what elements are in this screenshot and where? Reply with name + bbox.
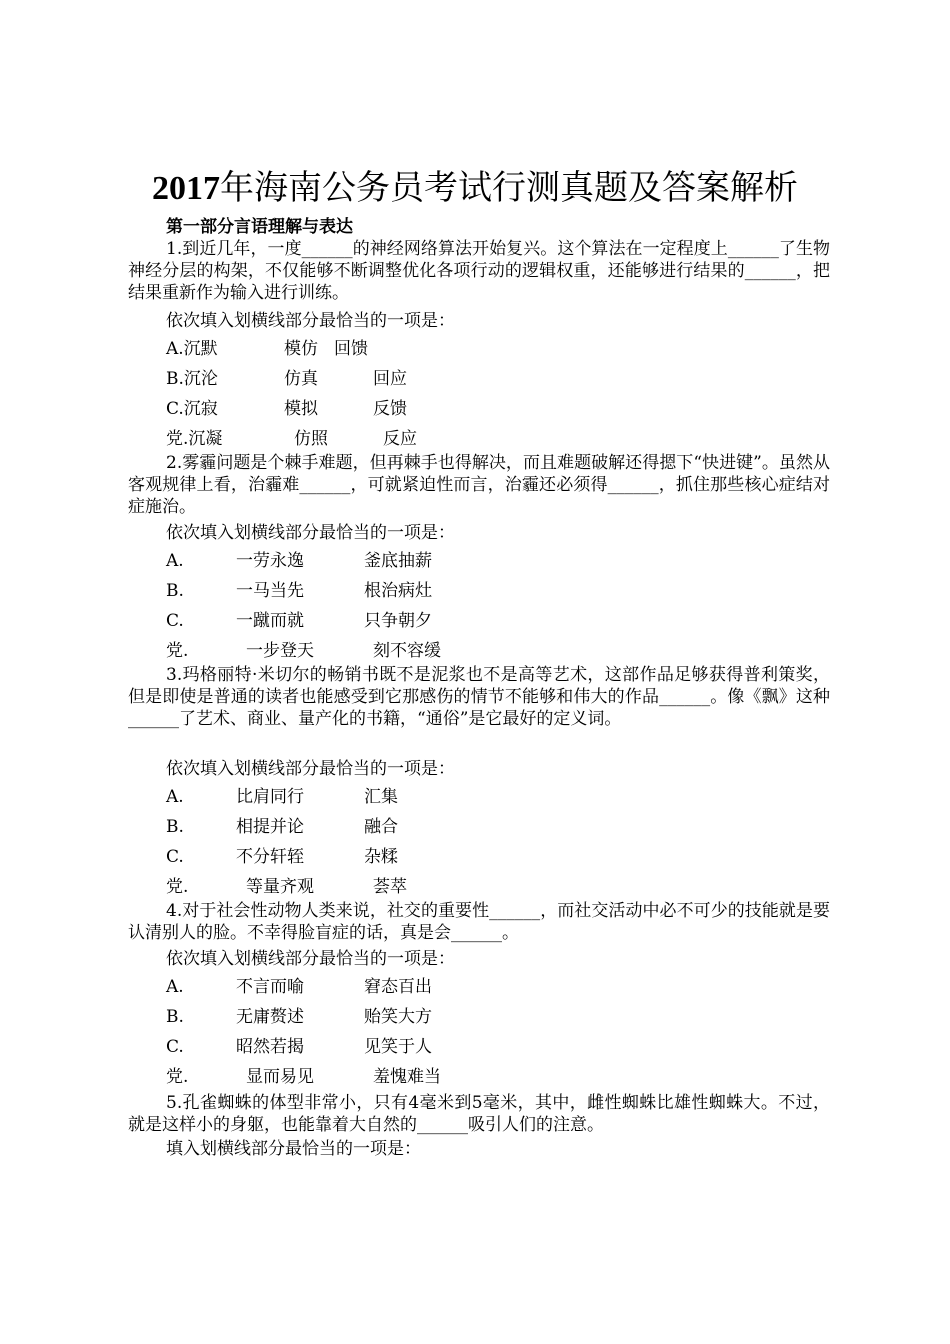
option-word-1: 比肩同行	[236, 787, 304, 807]
option-word-2: 反馈	[373, 399, 407, 419]
option-word-2: 刻不容缓	[373, 641, 441, 661]
option-word-1: 一劳永逸	[236, 551, 304, 571]
option-word-2: 釜底抽薪	[364, 551, 432, 571]
question-2-text	[128, 452, 830, 518]
option-word-1: 一步登天	[246, 641, 314, 661]
question-2-body: 2.雾霾问题是个棘手难题，但再棘手也得解决，而且难题破解还得摁下“快进键”。虽然从客观规律上看，治霾难______，可就紧迫性而言，治霾还必须得______，抓住那些核心症结对症施治。	[128, 453, 830, 517]
option-word-2: 羞愧难当	[373, 1067, 441, 1087]
option-label: 党.	[166, 641, 189, 661]
option-word-1: 一蹴而就	[236, 611, 304, 631]
option-label: 党.	[166, 1067, 189, 1087]
option-word-2: 窘态百出	[364, 977, 432, 997]
question-5-body: 5.孔雀蜘蛛的体型非常小，只有4毫米到5毫米，其中，雌性蜘蛛比雄性蜘蛛大。不过，就是这样小的身躯，也能靠着大自然的______吸引人们的注意。	[128, 1093, 830, 1135]
question-3-body: 3.玛格丽特·米切尔的畅销书既不是泥浆也不是高等艺术，这部作品足够获得普利策奖，但是即使是普通的读者也能感受到它那感伤的情节不能够和伟大的作品______。像《飘》这种______了艺术、商业、量产化的书籍，“通俗”是它最好的定义词。	[128, 665, 830, 729]
title-year: 2017	[152, 170, 220, 207]
question-2-prompt: 依次填入划横线部分最恰当的一项是：	[166, 523, 455, 543]
option-label: 党.沉凝	[166, 429, 223, 449]
document-title	[0, 166, 950, 211]
option-word-1: 显而易见	[246, 1067, 314, 1087]
option-word-1: 模拟	[284, 399, 318, 419]
question-1-prompt: 依次填入划横线部分最恰当的一项是：	[166, 311, 455, 331]
option-label: A.	[166, 551, 184, 571]
option-word-1: 模仿	[284, 339, 318, 359]
option-word-1: 仿照	[294, 429, 328, 449]
option-label: 党.	[166, 877, 189, 897]
option-label: C.	[166, 611, 184, 631]
option-label: A.	[166, 787, 184, 807]
question-3-prompt: 依次填入划横线部分最恰当的一项是：	[166, 759, 455, 779]
question-1-body: 1.到近几年，一度______的神经网络算法开始复兴。这个算法在一定程度上______了生物神经分层的构架，不仅能够不断调整优化各项行动的逻辑权重，还能够进行结果的______，把结果重新作为输入进行训练。	[128, 239, 830, 303]
option-word-2: 根治病灶	[364, 581, 432, 601]
option-word-1: 等量齐观	[246, 877, 314, 897]
question-1-text	[128, 238, 830, 304]
option-word-2: 见笑于人	[364, 1037, 432, 1057]
question-5-prompt: 填入划横线部分最恰当的一项是：	[166, 1139, 421, 1159]
option-word-2: 汇集	[364, 787, 398, 807]
option-word-2: 杂糅	[364, 847, 398, 867]
option-word-1: 一马当先	[236, 581, 304, 601]
title-text: 年海南公务员考试行测真题及答案解析	[220, 168, 798, 208]
question-4-text	[128, 900, 830, 944]
question-3-text	[128, 664, 830, 730]
section-heading: 第一部分言语理解与表达	[166, 217, 353, 237]
option-word-2: 反应	[383, 429, 417, 449]
option-word-2: 回馈	[334, 339, 368, 359]
option-label: A.	[166, 977, 184, 997]
option-word-1: 无庸赘述	[236, 1007, 304, 1027]
option-word-2: 回应	[373, 369, 407, 389]
option-label: C.沉寂	[166, 399, 218, 419]
option-word-1: 昭然若揭	[236, 1037, 304, 1057]
option-word-2: 荟萃	[373, 877, 407, 897]
option-word-1: 不分轩轾	[236, 847, 304, 867]
question-4-prompt: 依次填入划横线部分最恰当的一项是：	[166, 949, 455, 969]
option-label: A.沉默	[166, 339, 218, 359]
option-label: C.	[166, 847, 184, 867]
option-label: B.沉沦	[166, 369, 218, 389]
option-word-2: 贻笑大方	[364, 1007, 432, 1027]
option-word-2: 只争朝夕	[364, 611, 432, 631]
option-label: B.	[166, 1007, 184, 1027]
option-label: B.	[166, 817, 184, 837]
question-4-body: 4.对于社会性动物人类来说，社交的重要性______，而社交活动中必不可少的技能就是要认清别人的脸。不幸得脸盲症的话，真是会______。	[128, 901, 830, 943]
option-word-2: 融合	[364, 817, 398, 837]
option-label: B.	[166, 581, 184, 601]
option-label: C.	[166, 1037, 184, 1057]
option-word-1: 仿真	[284, 369, 318, 389]
question-5-text	[128, 1092, 830, 1136]
option-word-1: 不言而喻	[236, 977, 304, 997]
option-word-1: 相提并论	[236, 817, 304, 837]
